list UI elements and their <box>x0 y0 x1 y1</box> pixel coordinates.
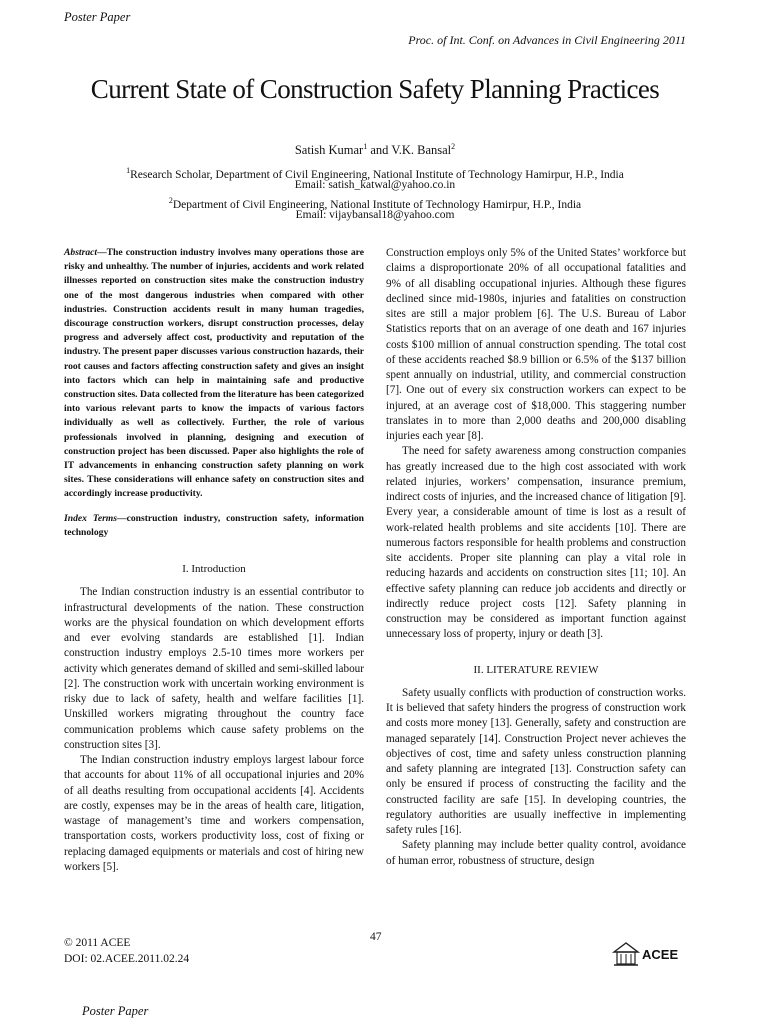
running-header-left: Poster Paper <box>64 10 131 24</box>
right-paragraph-1: Construction employs only 5% of the United States’ workforce but claims a disproportionate 20% of all occupational fatalities and 9% of all disabling occupational injuries. Although these figures declined since mid-1980s, injuries and fatalities on construction sites are still a major problem [6]. The U.S. Bureau of Labor Statistics reports that on an average of one death and 167 injuries costs $100 million of annual construction spending. The total cost of these accidents reached $8.9 billion or 6.5% of the $137 billion spent annually on industrial, utility, and commercial construction [7]. One out of every six construction workers can expect to be injured, at an average cost of $18,000. This staggering number translates in to more than 2,000 deaths and 200,000 disabling injuries each year [8]. <box>386 247 686 442</box>
intro-paragraph-1: The Indian construction industry is an essential contributor to infrastructural developments of the nation. These construction works are the physical foundation on which development efforts and ever evolving standards are established [1]. Indian construction industry employs 2.5-10 times more workers per activity which generates demand of skilled and semi-skilled labour [2]. The construction work with uncertain working environment is risky due to lack of safety, health and welfare facilities [1]. Unskilled workers migrating throughout the country face communication problems which cause safety problems on the construction sites [3]. <box>64 586 364 751</box>
abstract <box>64 246 364 502</box>
author-1-sup: 1 <box>363 142 368 151</box>
section-heading-introduction: I. Introduction <box>182 563 246 576</box>
author-2-sup: 2 <box>451 142 456 151</box>
paper-title: Current State of Construction Safety Planning Practices <box>90 74 660 104</box>
affiliation-2-text: Department of Civil Engineering, National Institute of Technology Hamirpur, H.P., India <box>172 198 582 211</box>
affiliation-2-sup: 2 <box>168 196 173 205</box>
index-terms-lead: Index Terms <box>64 512 118 524</box>
right-column <box>386 246 686 869</box>
left-column <box>64 246 364 875</box>
logo-text: ACEE <box>642 947 679 962</box>
affiliation-1-sup: 1 <box>126 166 131 175</box>
index-terms <box>64 512 364 540</box>
abstract-lead: Abstract <box>64 247 98 258</box>
copyright: © 2011 ACEE <box>64 937 131 949</box>
acee-logo <box>612 940 692 968</box>
page-number: 47 <box>370 931 382 943</box>
email-1: Email: satish_katwal@yahoo.co.in <box>294 179 456 191</box>
email-2: Email: vijaybansal18@yahoo.com <box>295 209 455 221</box>
section-heading-literature-review: II. LITERATURE REVIEW <box>473 663 599 676</box>
footer-info <box>64 936 189 967</box>
right-paragraph-2: The need for safety awareness among construction companies has greatly increased due to the high cost associated with work related injuries, workers’ compensation, insurance premium, indirect costs of injuries, and the increased chance of litigation [9]. Every year, a considerable amount of time is lost as a result of work-related health problems and site accidents [10]. There are numerous factors responsible for health problems and construction site accidents. Proper site planning can play a vital role in reducing hazards and accidents on construction sites [11; 10]. An effective safety planning can reduce job accidents and directly or indirectly reduce project costs [12]. Safety planning in construction may be considered as important function against unnecessary loss of property, injury or death [3]. <box>386 445 686 641</box>
intro-paragraph-2: The Indian construction industry employs largest labour force that accounts for about 11% of all occupational injuries and 20% of all deaths resulting from occupational accidents [4]. Accidents are costly, expenses may be in the areas of health care, litigation, wastage of management’s time and workers compensation, transportation costs, workers productivity loss, cost of fixing or replacing damaged equipments or materials and cost of hiring new workers [5]. <box>64 754 364 873</box>
literature-paragraph-1: Safety usually conflicts with production of construction works. It is believed that safety hinders the progress of construction work and costs more money [13]. Generally, safety and construction are managed separately [14]. Construction Project never achieves the objectives of cost, time and safety unless construction planning and safety planning are integrated [13]. Construction safety can only be ensured if process of constructing the facility and the constructed facility are safe [15]. In developing countries, the regulatory authorities are usually ineffective in implementing safety rules [16]. <box>386 686 686 836</box>
running-header-right: Proc. of Int. Conf. on Advances in Civil Engineering 2011 <box>408 33 686 47</box>
author-and: and <box>367 143 392 158</box>
affiliation-1-text: Research Scholar, Department of Civil Engineering, National Institute of Technology Hamirpur, H.P., India <box>130 168 624 181</box>
author-1: Satish Kumar <box>294 143 364 158</box>
author-2: V.K. Bansal <box>391 143 452 158</box>
doi: DOI: 02.ACEE.2011.02.24 <box>64 952 190 965</box>
bottom-running-footer: Poster Paper <box>82 1004 149 1018</box>
author-line <box>60 142 690 158</box>
index-terms-text: —construction industry, construction safety, information technology <box>64 512 364 538</box>
abstract-text: —The construction industry involves many operations those are risky and unhealthy. The number of injuries, accidents and work related illnesses reported on construction sites make the construction industry one of the most dangerous industries when compared with other industries. Construction accidents result in many human tragedies, discourage construction workers, disrupt construction processes, delay progress and adversely affect cost, productivity and reputation of the industry. The present paper discusses various construction hazards, their root causes and factors affecting construction safety and gives an insight into factors which can help in maintaining safe and productive construction sites. Data collected from the literature has been categorized into various relevant parts to know the impacts of various factors individually as well as collectively. Further, the role of various professionals involved in planning, designing and execution of construction project has been discussed. Paper also highlights the role of IT advancements in enhancing construction safety planning on work sites. These considerations will enhance safety on construction sites and accordingly increase productivity. <box>64 247 364 500</box>
literature-paragraph-2: Safety planning may include better quality control, avoidance of human error, robustness of structure, design <box>386 839 686 867</box>
